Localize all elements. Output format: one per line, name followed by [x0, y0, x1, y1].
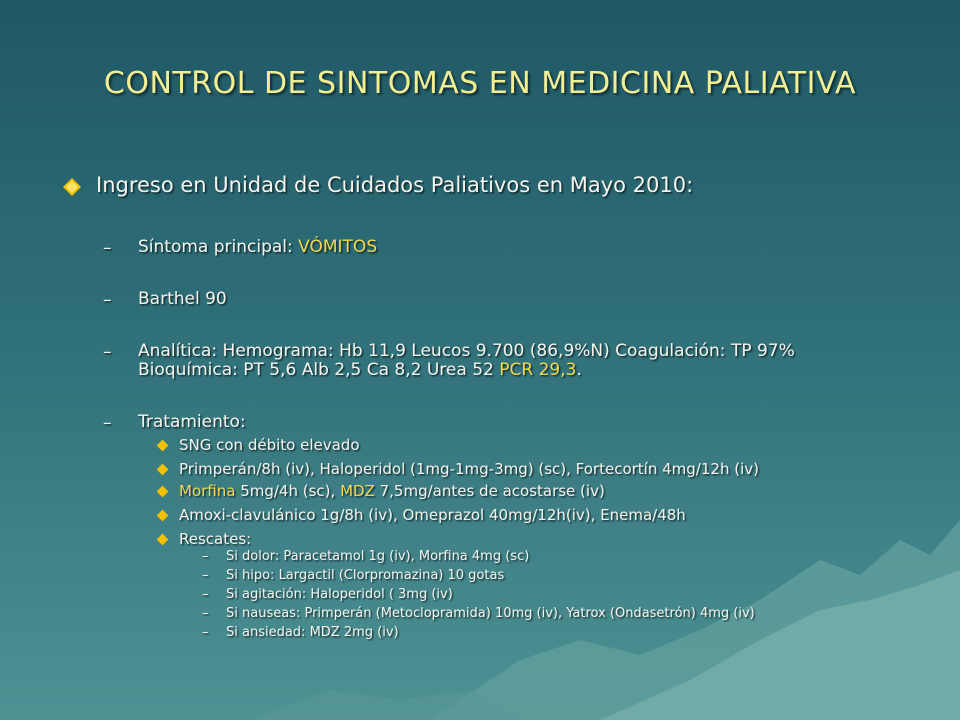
- tratamiento-text: 7,5mg/antes de acostarse (iv): [374, 482, 605, 500]
- diamond-bullet-icon: [62, 177, 82, 197]
- diamond-bullet-icon: [156, 439, 169, 452]
- mdz-highlight: MDZ: [340, 482, 375, 500]
- dash-icon: –: [103, 342, 112, 362]
- tratamiento-text: SNG con débito elevado: [179, 436, 360, 454]
- diamond-bullet-icon: [156, 485, 169, 498]
- dash-icon: –: [202, 625, 209, 640]
- analitica-line1: Analítica: Hemograma: Hb 11,9 Leucos 9.700 (86,9%N) Coagulación: TP 97%: [138, 341, 795, 361]
- barthel-text: Barthel 90: [138, 289, 227, 309]
- dash-icon: –: [202, 568, 209, 583]
- rescate-text: Si hipo: Largactil (Clorpromazina) 10 gotas: [226, 568, 505, 583]
- sintoma-value: VÓMITOS: [298, 237, 378, 257]
- analitica-line2-post: .: [576, 360, 582, 380]
- diamond-bullet-icon: [156, 509, 169, 522]
- rescate-text: Si ansiedad: MDZ 2mg (iv): [226, 625, 399, 640]
- rescates-label: Rescates:: [179, 530, 252, 548]
- diamond-bullet-icon: [156, 463, 169, 476]
- rescate-text: Si dolor: Paracetamol 1g (iv), Morfina 4mg (sc): [226, 549, 530, 564]
- tratamiento-text: 5mg/4h (sc),: [235, 482, 341, 500]
- dash-icon: –: [103, 238, 112, 258]
- tratamiento-text: Primperán/8h (iv), Haloperidol (1mg-1mg-3mg) (sc), Fortecortín 4mg/12h (iv): [179, 460, 759, 478]
- dash-icon: –: [202, 606, 209, 621]
- rescate-text: Si nauseas: Primperán (Metoclopramida) 10mg (iv), Yatrox (Ondasetrón) 4mg (iv): [226, 606, 755, 621]
- morfina-highlight: Morfina: [179, 482, 236, 500]
- dash-icon: –: [202, 587, 209, 602]
- rescate-text: Si agitación: Haloperidol ( 3mg (iv): [226, 587, 453, 602]
- tratamiento-text: Amoxi-clavulánico 1g/8h (iv), Omeprazol 40mg/12h(iv), Enema/48h: [179, 506, 686, 524]
- sintoma-label: Síntoma principal:: [138, 237, 299, 257]
- pcr-value: PCR 29,3: [499, 360, 577, 380]
- dash-icon: –: [103, 290, 112, 310]
- dash-icon: –: [103, 413, 112, 433]
- slide-title: CONTROL DE SINTOMAS EN MEDICINA PALIATIVA: [103, 66, 857, 101]
- main-bullet-text: Ingreso en Unidad de Cuidados Paliativos en Mayo 2010:: [96, 173, 694, 197]
- tratamiento-label: Tratamiento:: [138, 412, 246, 432]
- dash-icon: –: [202, 549, 209, 564]
- diamond-bullet-icon: [156, 533, 169, 546]
- analitica-line2-pre: Bioquímica: PT 5,6 Alb 2,5 Ca 8,2 Urea 52: [138, 360, 500, 380]
